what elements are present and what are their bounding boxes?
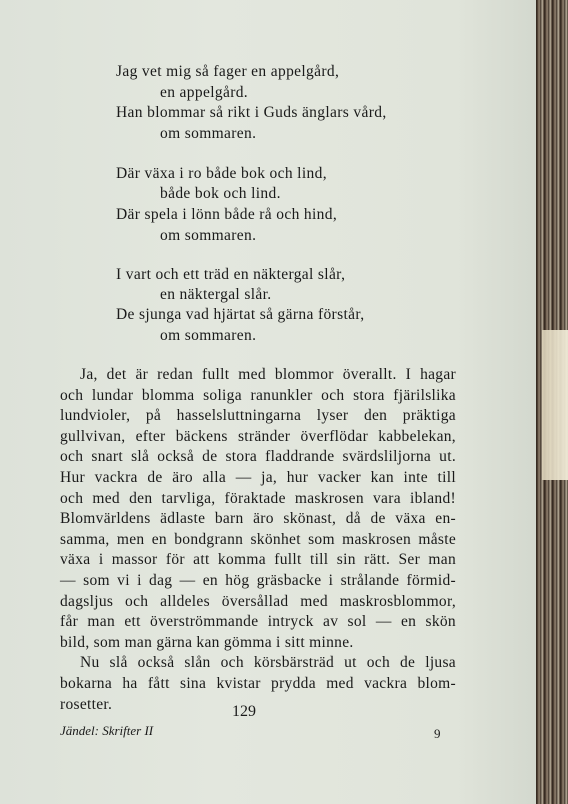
- poem-line: Jag vet mig så fager en appelgård,: [116, 63, 340, 80]
- poem-line: om sommaren.: [160, 327, 257, 344]
- prose-line: och snart slå också de stora fladdrande svärdsliljorna ut.: [60, 448, 456, 466]
- prose-line: Hur vackra de äro alla — ja, hur vacker kan inte till: [60, 468, 456, 486]
- prose-line: bild, som man gärna kan gömma i sitt minne.: [60, 633, 354, 651]
- prose-line: gullvivan, efter bäckens stränder överflödar kabbelekan,: [60, 427, 456, 445]
- poem-line: en näktergal slår.: [160, 286, 272, 303]
- prose-line: Nu slå också slån och körsbärsträd ut och de ljusa: [80, 654, 456, 672]
- prose-line: samma, men en bondgrann skönhet som maskrosen måste: [60, 530, 456, 548]
- prose-line: och med den tarvliga, föraktade maskrosen vara ibland!: [60, 489, 456, 507]
- page-number: 129: [232, 703, 256, 720]
- book-spine-edge: [536, 0, 568, 804]
- poem-line: om sommaren.: [160, 227, 257, 244]
- prose-line: dagsljus och alldeles översållad med maskrosblommor,: [60, 592, 456, 610]
- poem-line: Där växa i ro både bok och lind,: [116, 165, 327, 182]
- prose-line: växa i massor för att komma fullt till sin rätt. Ser man: [60, 551, 456, 569]
- poem-line: De sjunga vad hjärtat så gärna förstår,: [116, 306, 365, 323]
- poem-line: om sommaren.: [160, 125, 257, 142]
- prose-line: rosetter.: [60, 695, 113, 713]
- prose-line: Ja, det är redan fullt med blommor överallt. I hagar: [80, 366, 456, 383]
- prose-line: Blomvärldens ädlaste barn äro skönast, då de växa en-: [60, 510, 456, 528]
- sheet-number: 9: [434, 726, 441, 741]
- prose-line: lundvioler, på hasselsluttningarna lyser den präktiga: [60, 407, 456, 425]
- prose-line: får man ett överströmmande intryck av sol — en skön: [60, 613, 456, 631]
- prose-line: och lundar blomma soliga ranunkler och stora fjärilslika: [60, 386, 456, 404]
- poem-line: I vart och ett träd en näktergal slår,: [116, 266, 346, 283]
- poem-line: en appelgård.: [160, 84, 249, 101]
- printer-signature: Jändel: Skrifter II: [60, 723, 154, 738]
- poem-line: både bok och lind.: [160, 185, 281, 202]
- poem-line: Där spela i lönn både rå och hind,: [116, 206, 338, 223]
- prose-line: — som vi i dag — en hög gräsbacke i strålande förmid-: [60, 571, 456, 589]
- poem-line: Han blommar så rikt i Guds änglars vård,: [116, 104, 387, 121]
- prose-paragraphs: [60, 365, 456, 715]
- prose-line: bokarna ha fått sina kvistar prydda med vackra blom-: [60, 674, 456, 692]
